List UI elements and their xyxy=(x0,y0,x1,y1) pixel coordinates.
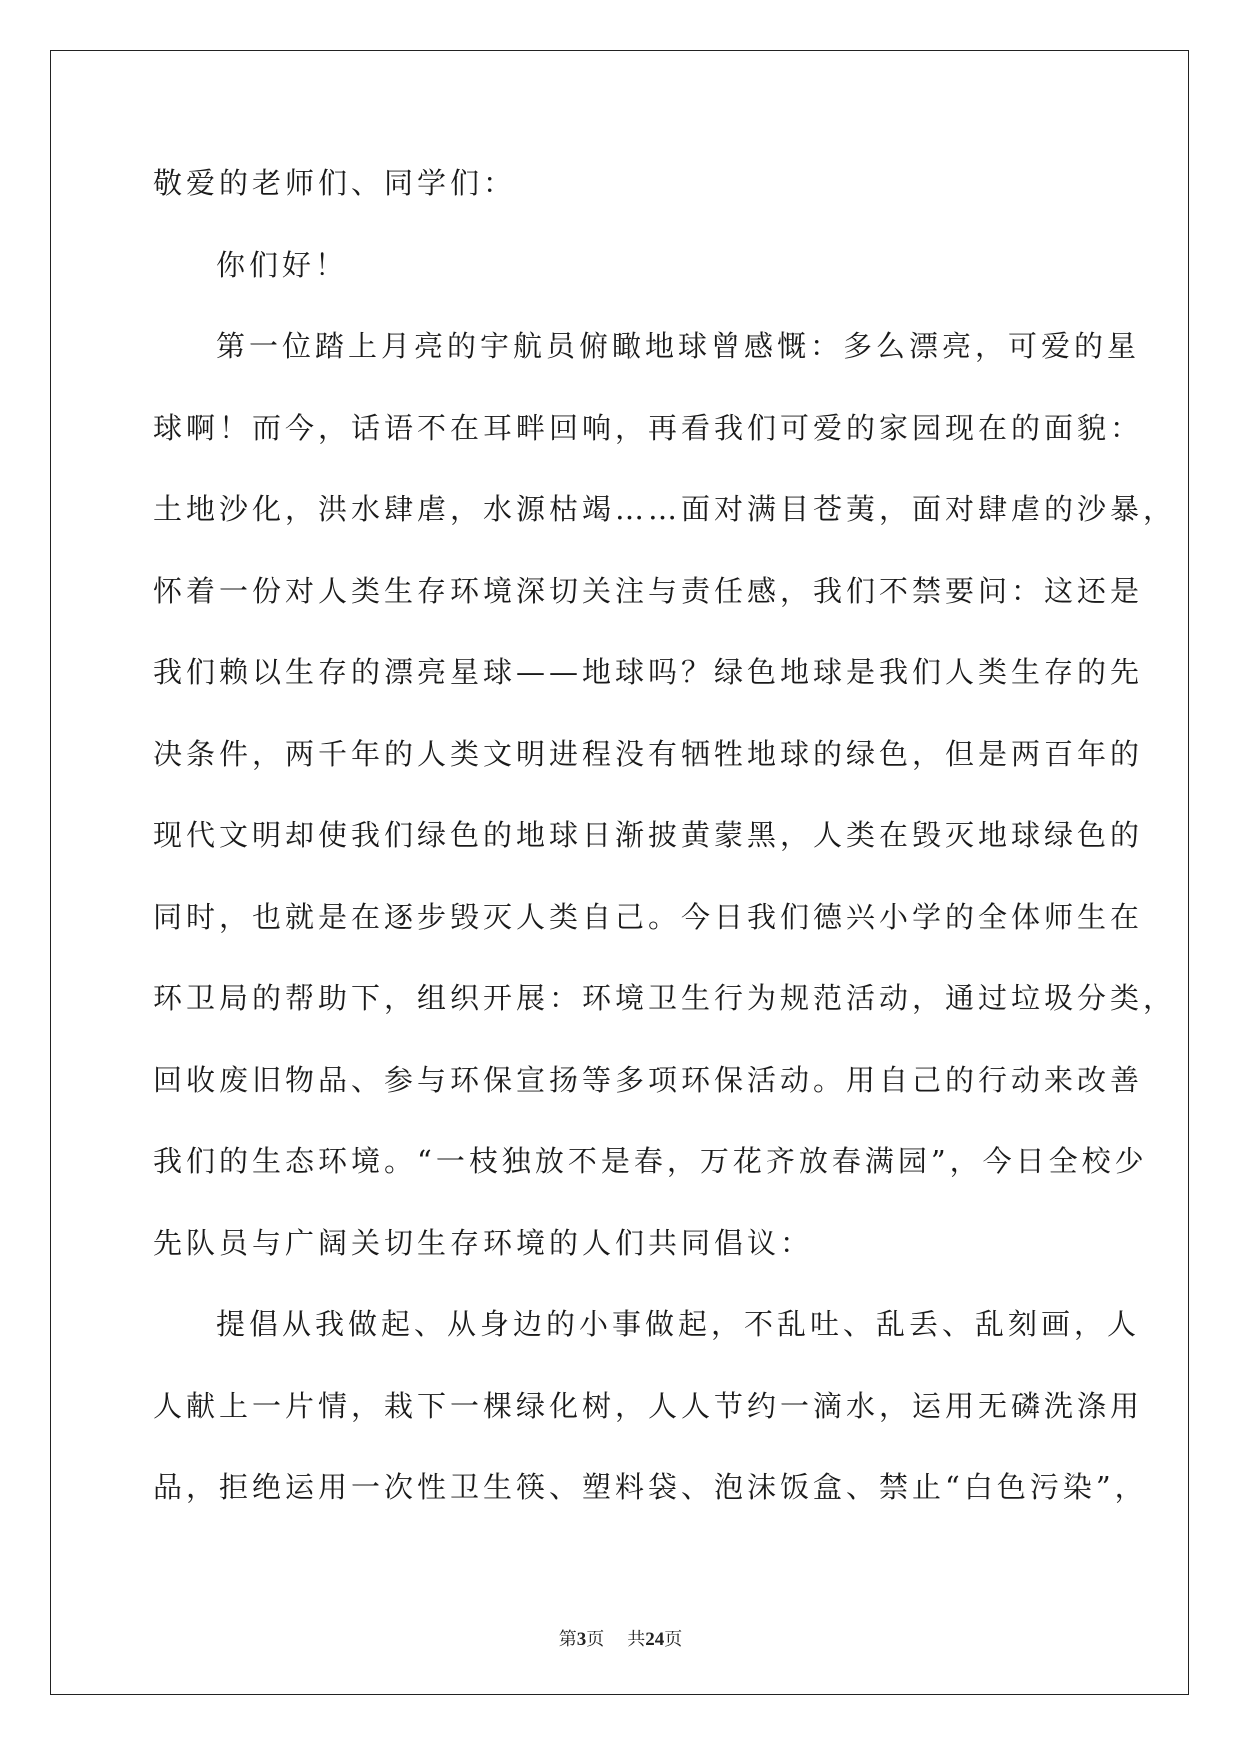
paragraph-line: 现代文明却使我们绿色的地球日渐披黄蒙黑，人类在毁灭地球绿色的 xyxy=(153,818,1144,852)
paragraph-line: 怀着一份对人类生存环境深切关注与责任感，我们不禁要问：这还是 xyxy=(153,573,1144,608)
paragraph-line: 球啊！而今，话语不在耳畔回响，再看我们可爱的家园现在的面貌： xyxy=(153,410,1144,445)
paragraph-line: 土地沙化，洪水肆虐，水源枯竭……面对满目苍荑，面对肆虐的沙暴， xyxy=(153,492,1177,526)
paragraph-line: 第一位踏上月亮的宇航员俯瞰地球曾感慨：多么漂亮，可爱的星 xyxy=(216,329,1141,363)
total-suffix: 页 xyxy=(664,1629,683,1650)
greeting-line: 你们好！ xyxy=(216,247,349,282)
paragraph-line: 先队员与广阔关切生存环境的人们共同倡议： xyxy=(153,1225,814,1260)
total-pages: 24 xyxy=(645,1629,665,1650)
paragraph-line: 回收废旧物品、参与环保宣扬等多项环保活动。用自己的行动来改善 xyxy=(153,1062,1144,1097)
paragraph-line: 环卫局的帮助下，组织开展：环境卫生行为规范活动，通过垃圾分类， xyxy=(153,981,1177,1015)
paragraph-line: 人献上一片情，栽下一棵绿化树，人人节约一滴水，运用无磷洗涤用 xyxy=(153,1388,1144,1423)
page-number: 3 xyxy=(576,1629,587,1650)
paragraph-line: 提倡从我做起、从身边的小事做起，不乱吐、乱丢、乱刻画，人 xyxy=(216,1307,1141,1341)
paragraph-line: 我们赖以生存的漂亮星球——地球吗？绿色地球是我们人类生存的先 xyxy=(153,655,1144,689)
paragraph-line: 决条件，两千年的人类文明进程没有牺牲地球的绿色，但是两百年的 xyxy=(153,736,1144,771)
document-body xyxy=(153,163,1177,1549)
paragraph-line: 同时，也就是在逐步毁灭人类自己。今日我们德兴小学的全体师生在 xyxy=(153,899,1144,934)
page-prefix: 第 xyxy=(558,1629,577,1650)
paragraph-line: 我们的生态环境。“一枝独放不是春，万花齐放春满园”，今日全校少 xyxy=(153,1144,1148,1178)
salutation-line: 敬爱的老师们、同学们： xyxy=(153,166,517,200)
total-prefix: 共 xyxy=(627,1629,646,1650)
page-suffix: 页 xyxy=(586,1629,605,1650)
page-footer xyxy=(0,1628,1241,1652)
paragraph-line: 品，拒绝运用一次性卫生筷、塑料袋、泡沫饭盒、禁止“白色污染”， xyxy=(153,1470,1148,1504)
